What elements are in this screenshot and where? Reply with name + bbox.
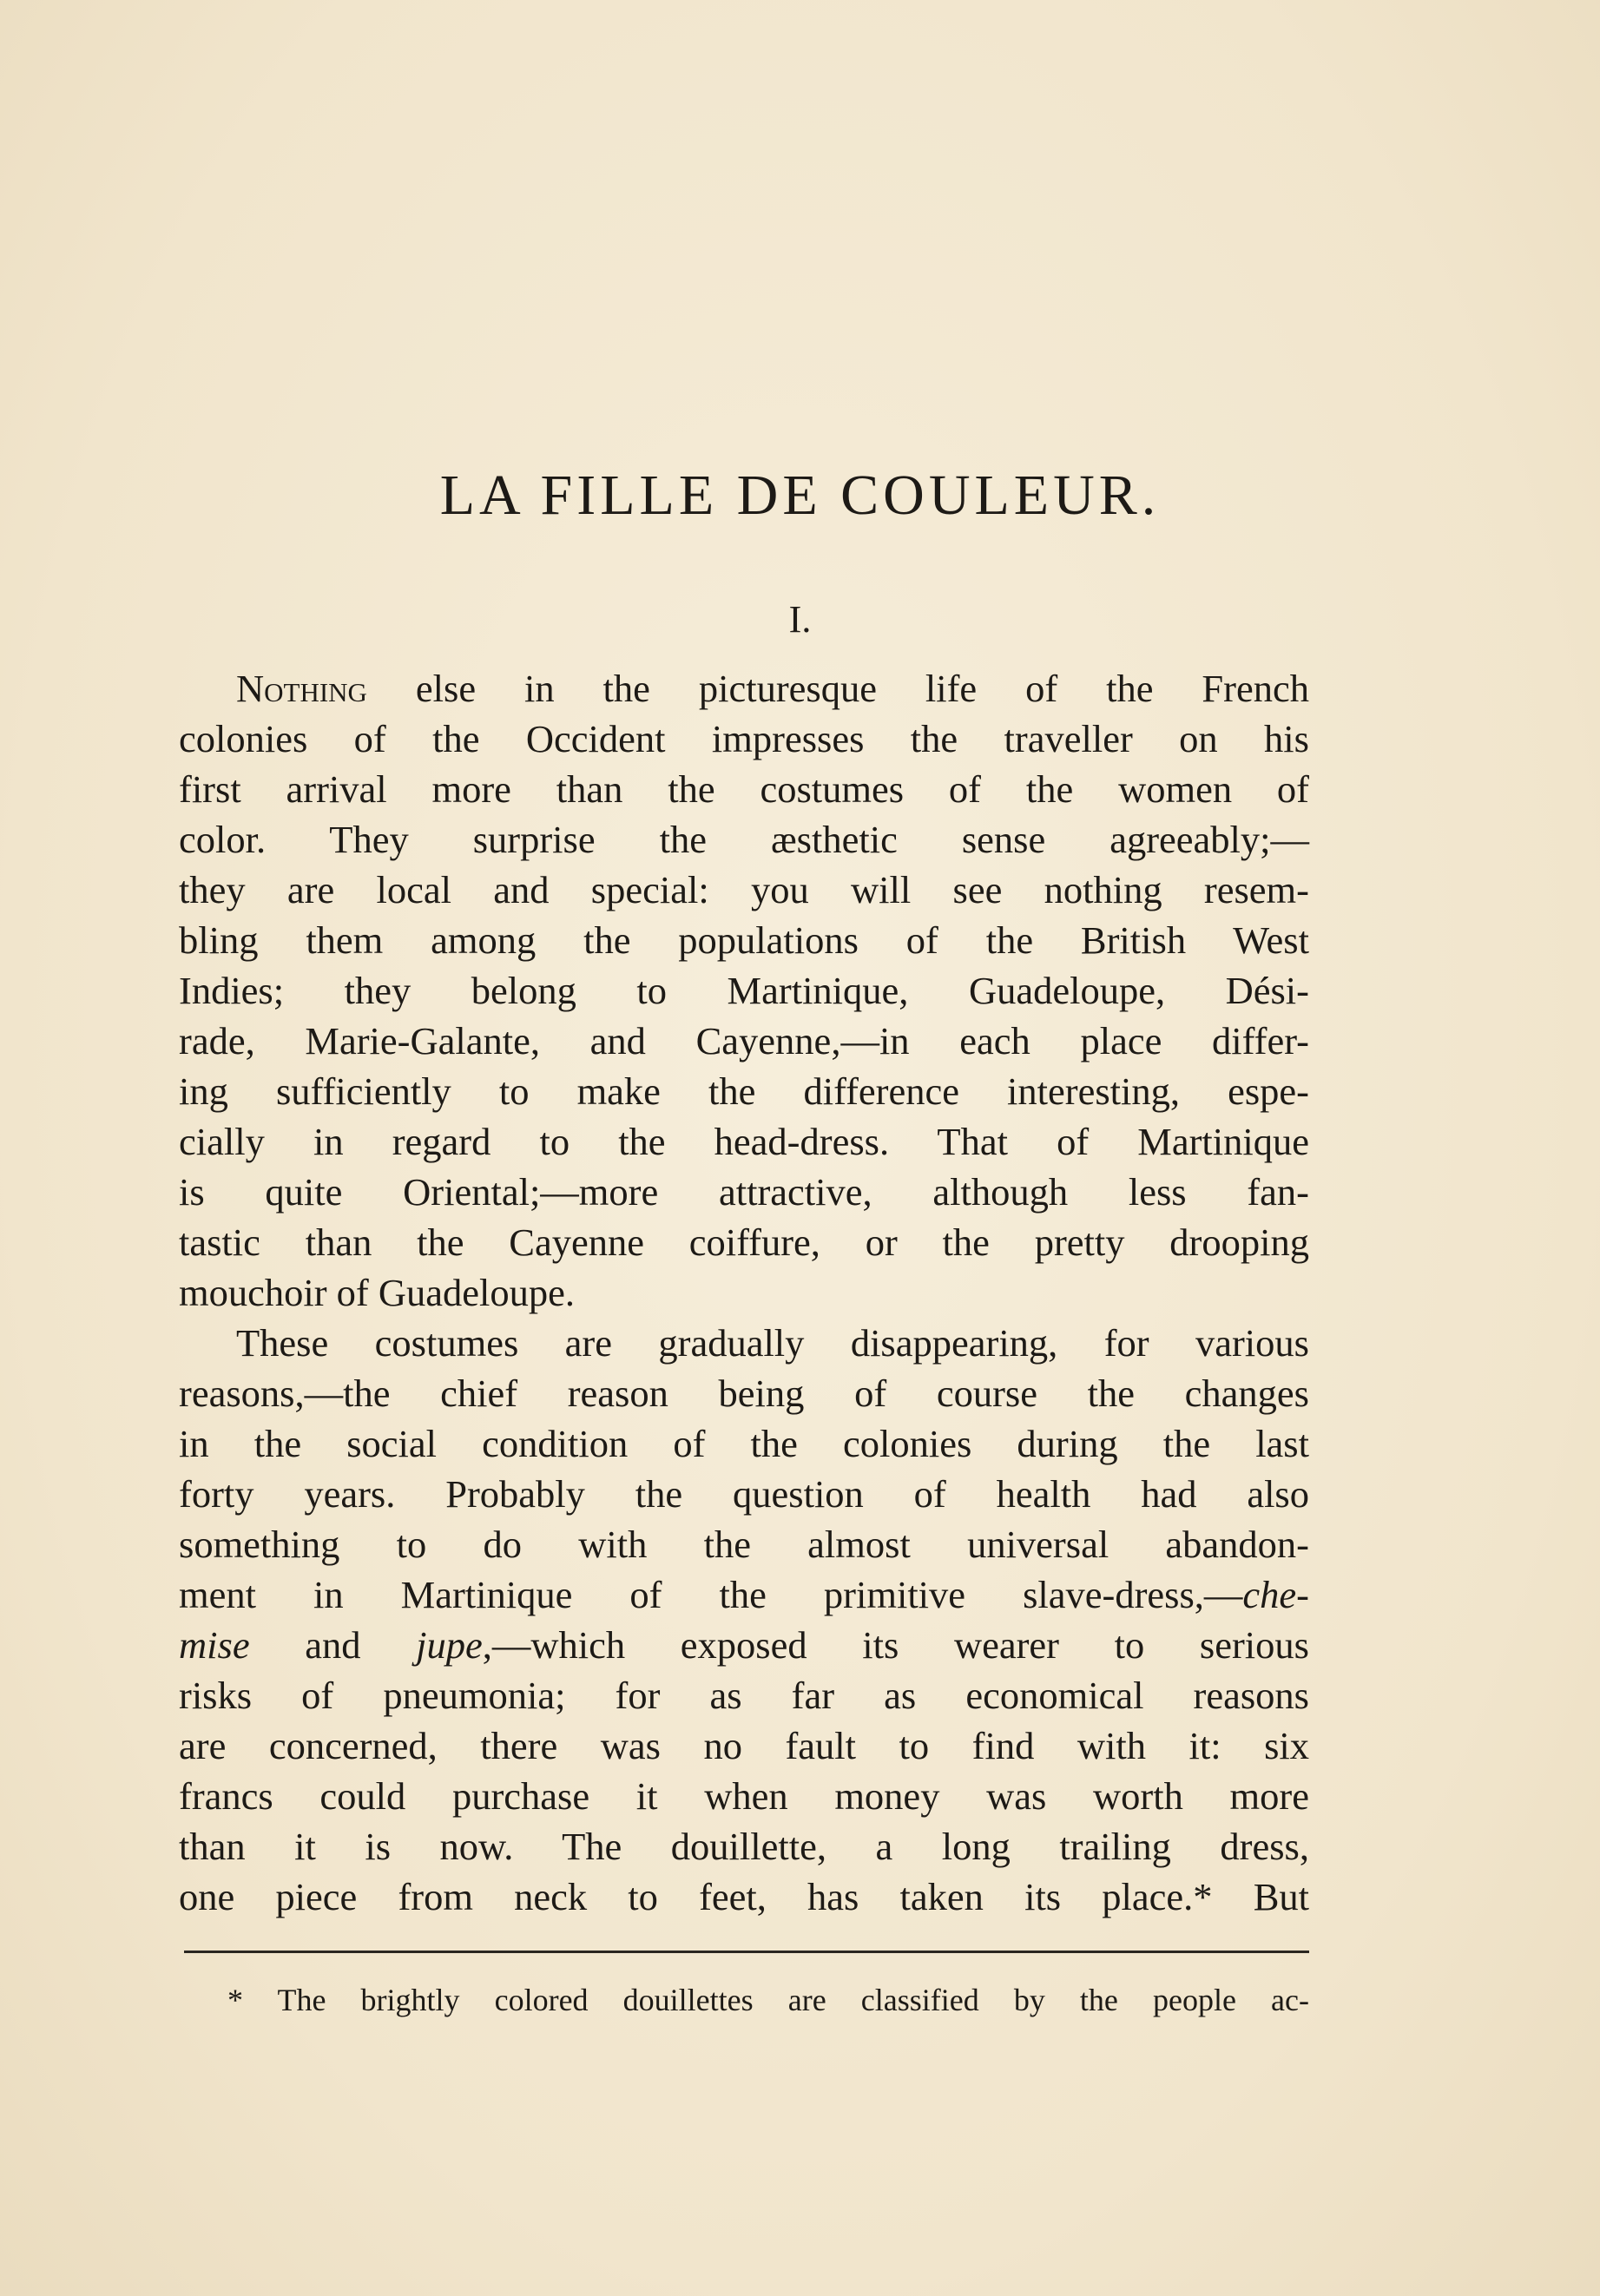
text-line: tastic than the Cayenne coiffure, or the pretty drooping (179, 1220, 1309, 1264)
text-line: color. They surprise the æsthetic sense agreeably;— (179, 818, 1309, 861)
text-line: reasons,—the chief reason being of course the changes (179, 1372, 1309, 1415)
text-line (179, 1569, 1309, 1620)
text-line: ing sufficiently to make the difference interesting, espe- (179, 1069, 1309, 1113)
text-line: one piece from neck to feet, has taken its place.* But (179, 1875, 1309, 1918)
text-line: first arrival more than the costumes of the women of (179, 767, 1309, 811)
text-line: These costumes are gradually disappearing, for various (236, 1321, 1309, 1365)
italic-word: jupe (416, 1623, 483, 1667)
text-line: forty years. Probably the question of health had also (179, 1472, 1309, 1516)
text-line: colonies of the Occident impresses the traveller on his (179, 717, 1309, 760)
line-text: and (249, 1623, 417, 1667)
lead-word: Nothing (236, 667, 367, 710)
text-line: are concerned, there was no fault to find with it: six (179, 1724, 1309, 1767)
text-line (179, 1620, 1309, 1670)
line-text: else in the picturesque life of the French (366, 667, 1309, 710)
text-line: rade, Marie-Galante, and Cayenne,—in each place differ- (179, 1019, 1309, 1062)
body-text (179, 663, 1309, 1922)
italic-word: mise (179, 1623, 250, 1667)
text-line: something to do with the almost universal abandon- (179, 1523, 1309, 1566)
footnote-divider (184, 1951, 1309, 1953)
text-line: cially in regard to the head-dress. That of Martinique (179, 1120, 1309, 1163)
text-line: mouchoir of Guadeloupe. (179, 1271, 575, 1314)
text-line: Indies; they belong to Martinique, Guadeloupe, Dési- (179, 969, 1309, 1012)
text-line (179, 663, 1309, 714)
text-line: francs could purchase it when money was worth more (179, 1774, 1309, 1818)
chapter-title: LA FILLE DE COULEUR. (439, 464, 1161, 527)
line-text: ,—which exposed its wearer to serious (482, 1623, 1309, 1667)
text-line: than it is now. The douillette, a long trailing dress, (179, 1825, 1309, 1868)
text-line: they are local and special: you will see nothing resem- (179, 868, 1309, 911)
text-line: risks of pneumonia; for as far as economical reasons (179, 1674, 1309, 1717)
section-number: I. (788, 598, 812, 641)
text-line: is quite Oriental;—more attractive, although less fan- (179, 1170, 1309, 1214)
footnote: * The brightly colored douillettes are classified by the people ac- (227, 1983, 1309, 2017)
text-line: bling them among the populations of the British West (179, 918, 1309, 962)
italic-word: che- (1242, 1573, 1309, 1616)
line-text: ment in Martinique of the primitive slave-dress,— (179, 1573, 1243, 1616)
text-line: in the social condition of the colonies during the last (179, 1422, 1309, 1465)
